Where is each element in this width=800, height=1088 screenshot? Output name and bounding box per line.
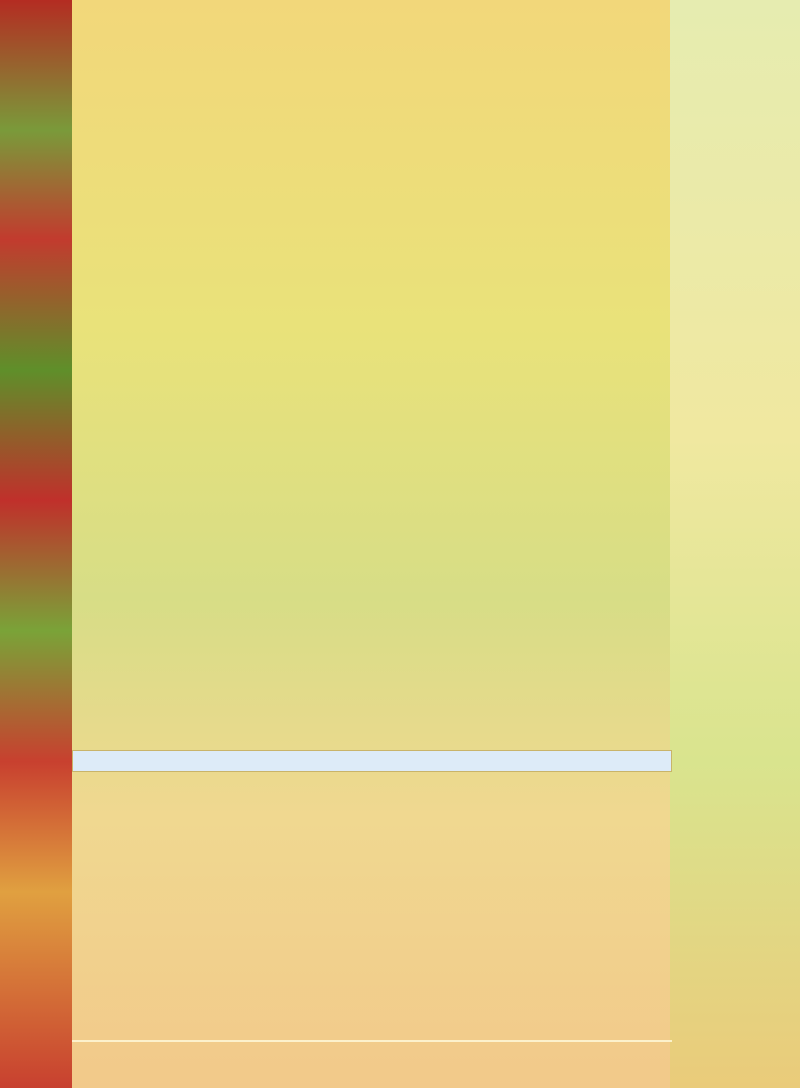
section-title-harvest (72, 920, 672, 942)
section-title-vegetables (72, 262, 672, 284)
section-title-other-work (72, 776, 672, 798)
section-title-flowers (72, 584, 672, 606)
moon-phases-row (72, 750, 672, 772)
photo-right-background (670, 0, 800, 1088)
vegetables-photo-left (0, 0, 72, 1088)
notes (72, 1040, 672, 1042)
section-title-planting (72, 46, 672, 68)
